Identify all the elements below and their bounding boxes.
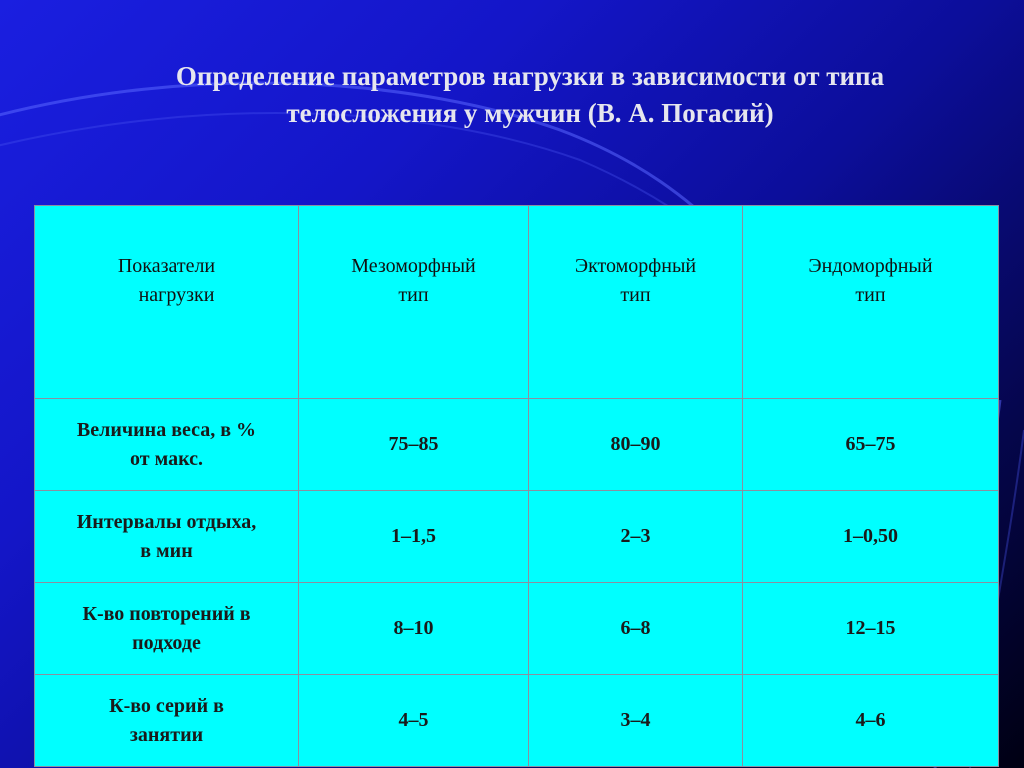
metric-line2: в мин [140, 539, 193, 562]
metric-line2: от макс. [130, 447, 203, 470]
value-endomorph: 1–0,50 [743, 491, 999, 583]
table-row [35, 491, 999, 583]
table-header-row [35, 206, 999, 399]
value-mesomorph: 1–1,5 [299, 491, 529, 583]
metric-line1: К-во повторений в [82, 602, 251, 625]
metric-cell [35, 491, 299, 583]
header-ectomorph-line2: тип [620, 284, 651, 306]
header-endomorph-line1: Эндоморфный [808, 255, 933, 277]
header-mesomorph [299, 206, 529, 399]
value-mesomorph: 4–5 [299, 675, 529, 767]
value-endomorph: 4–6 [743, 675, 999, 767]
header-endomorph [743, 206, 999, 399]
slide-title-line1: Определение параметров нагрузки в зависимости от типа [175, 61, 885, 91]
header-indicators-line1: Показатели [117, 255, 216, 277]
header-ectomorph [529, 206, 743, 399]
table-row [35, 675, 999, 767]
metric-line2: занятии [129, 723, 204, 746]
header-indicators-line2: нагрузки [138, 284, 215, 306]
metric-line1: Интервалы отдыха, [76, 510, 257, 533]
value-endomorph: 12–15 [743, 583, 999, 675]
header-endomorph-line2: тип [855, 284, 886, 306]
metric-line2: подходе [132, 631, 201, 654]
metric-cell [35, 399, 299, 491]
metric-cell [35, 675, 299, 767]
value-mesomorph: 75–85 [299, 399, 529, 491]
value-ectomorph: 80–90 [529, 399, 743, 491]
header-ectomorph-line1: Эктоморфный [574, 255, 697, 277]
value-ectomorph: 3–4 [529, 675, 743, 767]
value-mesomorph: 8–10 [299, 583, 529, 675]
metric-line1: Величина веса, в % [76, 418, 257, 441]
load-parameters-table [34, 205, 999, 767]
table-row [35, 583, 999, 675]
header-mesomorph-line2: тип [398, 284, 429, 306]
value-ectomorph: 6–8 [529, 583, 743, 675]
table-row [35, 399, 999, 491]
value-ectomorph: 2–3 [529, 491, 743, 583]
metric-cell [35, 583, 299, 675]
slide-title [60, 58, 1000, 132]
header-indicators [35, 206, 299, 399]
header-mesomorph-line1: Мезоморфный [351, 255, 476, 277]
metric-line1: К-во серий в [109, 694, 224, 717]
slide-title-line2: телосложения у мужчин (В. А. Погасий) [286, 98, 774, 128]
value-endomorph: 65–75 [743, 399, 999, 491]
